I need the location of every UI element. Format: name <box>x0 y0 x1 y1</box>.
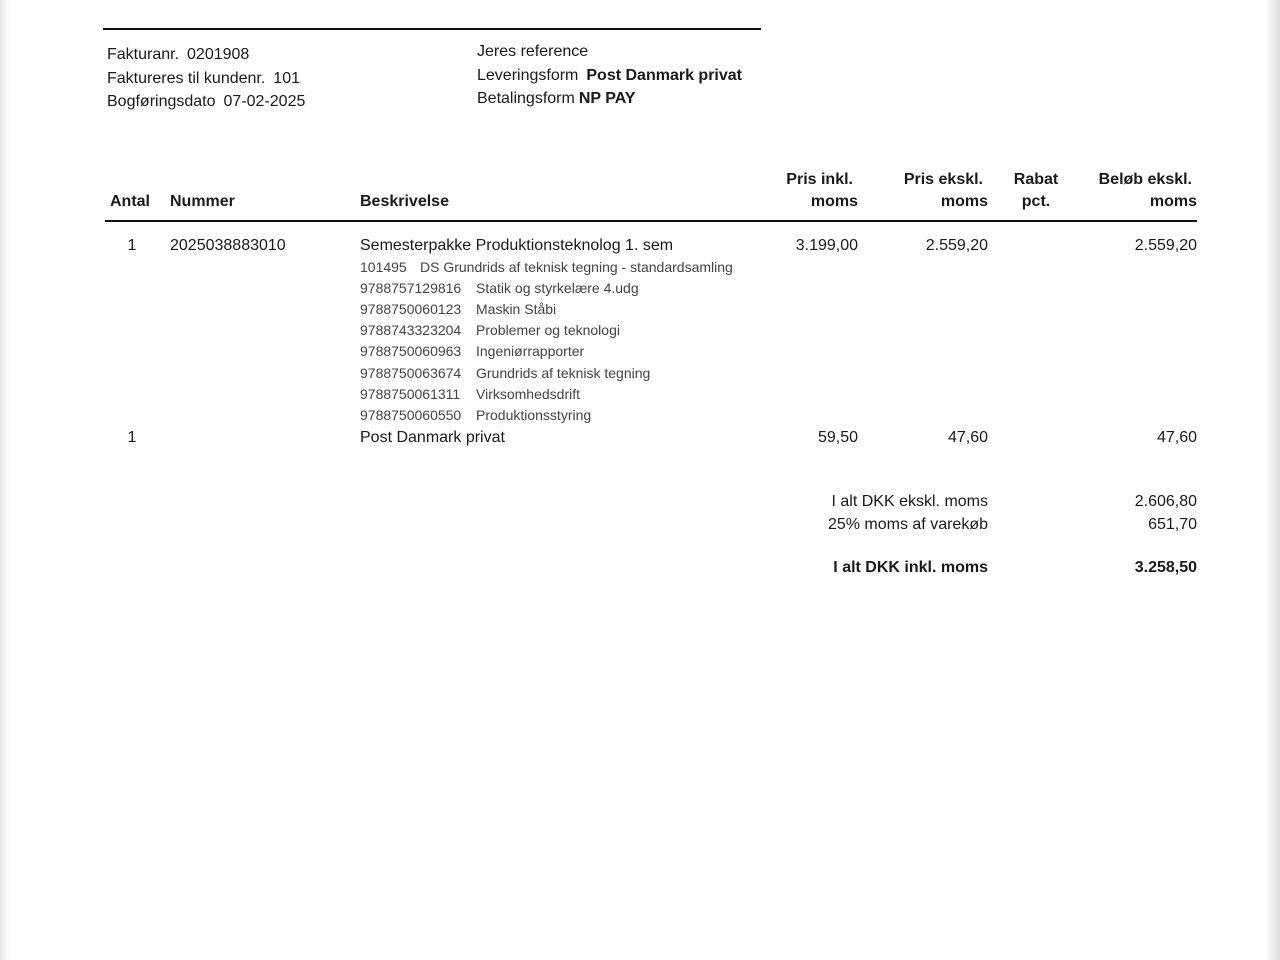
posting-date: 07-02-2025 <box>223 93 306 110</box>
column-header-amount-line2: moms <box>1149 193 1197 210</box>
total-label: I alt DKK inkl. moms <box>833 559 988 576</box>
package-item <box>360 385 580 403</box>
row-price-incl: 3.199,00 <box>795 237 858 254</box>
column-header-discount-line2: pct. <box>1021 193 1051 210</box>
reference-label: Jeres reference <box>477 43 589 60</box>
package-item-isbn: 9788743323204 <box>360 322 462 338</box>
posting-date-row <box>107 90 305 114</box>
package-item-title: Ingeniørrapporter <box>476 343 585 359</box>
invoice-info <box>107 43 305 114</box>
package-item-title: Produktionsstyring <box>476 407 592 423</box>
vat-label: 25% moms af varekøb <box>827 516 988 533</box>
package-item-isbn: 9788750061311 <box>360 386 461 402</box>
row-price-excl: 47,60 <box>947 429 988 446</box>
column-header-discount-line1: Rabat <box>1013 171 1059 188</box>
package-item <box>360 300 556 318</box>
package-item-isbn: 9788750063674 <box>360 365 462 381</box>
package-item-title: Statik og styrkelære 4.udg <box>476 280 639 296</box>
package-item <box>360 364 650 382</box>
total-value: 3.258,50 <box>1134 559 1197 576</box>
package-item <box>360 342 584 360</box>
column-header-price-excl <box>868 169 988 213</box>
row-price-excl: 2.559,20 <box>925 237 988 254</box>
page-shadow-right <box>1266 0 1280 960</box>
delivery-value: Post Danmark privat <box>586 66 742 84</box>
reference-row <box>477 40 742 64</box>
column-header-discount <box>1005 169 1067 213</box>
row-price-incl: 59,50 <box>817 429 858 446</box>
delivery-row <box>477 64 742 88</box>
row-description: Post Danmark privat <box>360 429 505 446</box>
package-item-title: Problemer og teknologi <box>476 322 620 338</box>
row-description: Semesterpakke Produktionsteknolog 1. sem <box>360 237 674 254</box>
package-item-title: Virksomhedsdrift <box>476 386 581 402</box>
column-header-description: Beskrivelse <box>360 193 449 210</box>
customer-number-row <box>107 67 305 91</box>
column-header-price-excl-line1: Pris ekskl. <box>903 171 983 188</box>
package-item <box>360 321 620 339</box>
delivery-label: Leveringsform <box>477 66 579 84</box>
package-item <box>360 406 591 424</box>
column-header-price-excl-line2: moms <box>940 193 988 210</box>
vat-value: 651,70 <box>1148 516 1197 533</box>
row-number: 2025038883010 <box>170 237 286 254</box>
subtotal-label: I alt DKK ekskl. moms <box>831 493 988 510</box>
package-item-title: Grundrids af teknisk tegning <box>476 365 651 381</box>
column-header-price-incl-line2: moms <box>810 193 858 210</box>
column-header-amount-line1: Beløb ekskl. <box>1098 171 1192 188</box>
customer-number-label: Faktureres til kundenr. <box>107 69 266 87</box>
column-header-number: Nummer <box>170 193 235 210</box>
row-qty: 1 <box>127 237 137 254</box>
column-header-price-incl-line1: Pris inkl. <box>786 171 853 188</box>
column-header-amount <box>1070 169 1197 213</box>
package-item-isbn: 9788750060123 <box>360 301 462 317</box>
package-item <box>360 279 639 297</box>
delivery-info <box>477 40 742 111</box>
row-amount: 47,60 <box>1156 429 1197 446</box>
package-item-isbn: 9788750060963 <box>360 343 462 359</box>
column-header-qty: Antal <box>110 193 150 210</box>
invoice-number: 0201908 <box>187 46 250 63</box>
customer-number: 101 <box>273 69 300 87</box>
package-item-isbn: 9788750060550 <box>360 407 462 423</box>
posting-date-label: Bogføringsdato <box>107 93 216 110</box>
package-item-isbn: 9788757129816 <box>360 280 462 296</box>
payment-value: NP PAY <box>578 90 636 107</box>
invoice-number-row <box>107 43 305 67</box>
table-header-rule <box>105 220 1197 222</box>
subtotal-value: 2.606,80 <box>1134 493 1197 510</box>
payment-label: Betalingsform <box>477 90 575 107</box>
package-item <box>360 258 733 276</box>
row-qty: 1 <box>127 429 137 446</box>
package-item-isbn: 101495 <box>360 259 407 275</box>
column-header-price-incl <box>748 169 858 213</box>
package-item-title: DS Grundrids af teknisk tegning - standardsamling <box>420 259 733 275</box>
invoice-number-label: Fakturanr. <box>107 46 180 63</box>
row-amount: 2.559,20 <box>1134 237 1197 254</box>
payment-row <box>477 87 742 111</box>
package-item-title: Maskin Ståbi <box>476 301 557 317</box>
header-rule <box>103 28 761 30</box>
page-shadow-left <box>0 0 10 960</box>
